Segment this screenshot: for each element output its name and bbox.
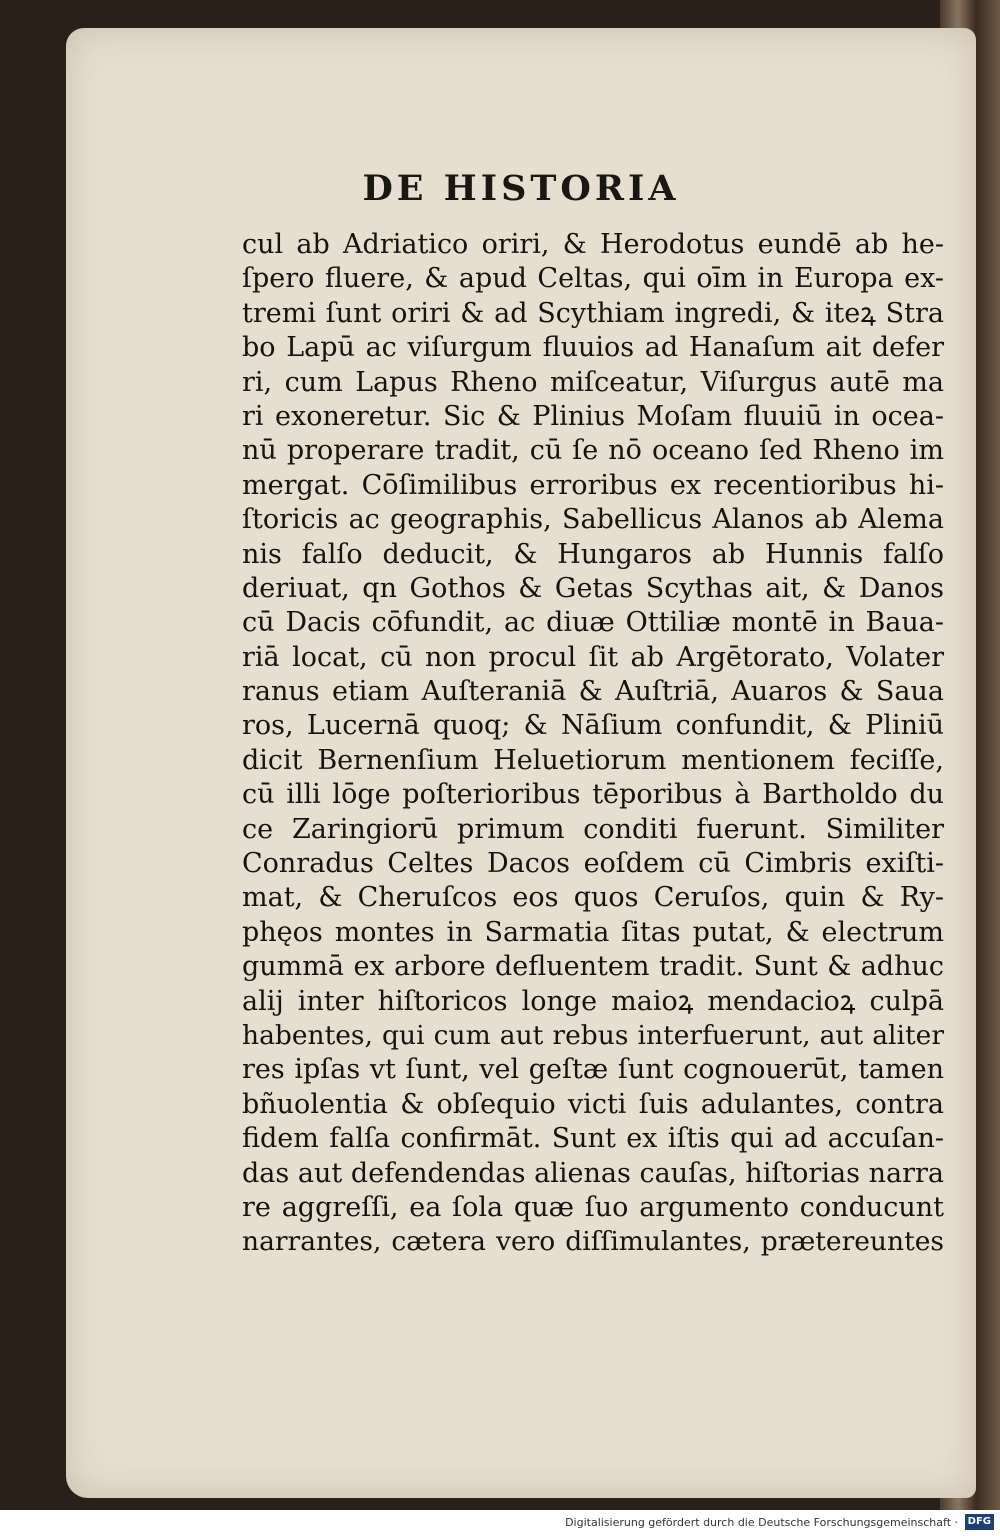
text-line: res ipſas vt ſunt, vel geſtæ ſunt cognouerūt, tamen bbox=[242, 1054, 944, 1086]
text-line: narrantes, cætera vero diſſimulantes, prætereuntes bbox=[242, 1226, 944, 1258]
text-line: tremi ſunt oriri & ad Scythiam ingredi, & iteꝝ Stra bbox=[242, 297, 944, 329]
text-line: dicit Bernenſium Heluetiorum mentionem feciſſe, bbox=[242, 744, 944, 776]
text-line: re aggreſſi, ea ſola quæ ſuo argumento conducunt bbox=[242, 1191, 944, 1223]
text-line: fidem falſa confirmāt. Sunt ex iſtis qui ad accuſan- bbox=[242, 1123, 944, 1155]
text-line: bo Lapū ac viſurgum fluuios ad Hanaſum ait defer bbox=[242, 332, 944, 364]
text-line: cū Dacis cōfundit, ac diuæ Ottiliæ montē in Bauа- bbox=[242, 607, 944, 639]
text-line: ri, cum Lapus Rheno miſceatur, Viſurgus autē ma bbox=[242, 366, 944, 398]
text-line: nis falſo deducit, & Hungaros ab Hunnis falſo bbox=[242, 538, 944, 570]
running-header: DE HISTORIA bbox=[362, 168, 680, 209]
footer-bar bbox=[0, 1510, 1000, 1536]
text-line: ſtoricis ac geographis, Sabellicus Alanos ab Alema bbox=[242, 504, 944, 536]
text-line: habentes, qui cum aut rebus interfuerunt, aut aliter bbox=[242, 1019, 944, 1051]
text-line: phęos montes in Sarmatia ſitas putat, & electrum bbox=[242, 916, 944, 948]
text-line: ranus etiam Auſteraniā & Auſtriā, Auaros & Saua bbox=[242, 676, 944, 708]
text-line: deriuat, qn Gothos & Getas Scythas ait, & Danos bbox=[242, 572, 944, 604]
text-line: ſpero fluere, & apud Celtas, qui oīm in Europa ex- bbox=[242, 263, 944, 295]
text-line: bñuolentia & obſequio victi ſuis adulantes, contra bbox=[242, 1088, 944, 1120]
text-line: mergat. Cōſimilibus erroribus ex recentioribus hi- bbox=[242, 469, 944, 501]
dfg-logo-icon: DFG bbox=[965, 1514, 994, 1530]
text-line: alij inter hiſtoricos longe maioꝝ mendacioꝝ culpā bbox=[242, 985, 944, 1017]
footer-credit: Digitalisierung gefördert durch die Deutsche Forschungsgemeinschaft · bbox=[565, 1516, 958, 1529]
text-line: das aut defendendas alienas cauſas, hiſtorias narra bbox=[242, 1157, 944, 1189]
text-line: ros, Lucernā quoq; & Nāſium confundit, & Pliniū bbox=[242, 710, 944, 742]
book-page bbox=[66, 28, 976, 1498]
text-line: cū illi lōge poſterioribus tēporibus à Bartholdo du bbox=[242, 779, 944, 811]
text-line: mat, & Cheruſcos eos quos Ceruſos, quin & Ry- bbox=[242, 882, 944, 914]
text-block bbox=[242, 228, 944, 1260]
text-line: nū properare tradit, cū ſe nō oceano ſed Rheno im bbox=[242, 435, 944, 467]
text-line: cul ab Adriatico oriri, & Herodotus eundē ab he- bbox=[242, 229, 944, 260]
text-line: gummā ex arbore defluentem tradit. Sunt & adhuc bbox=[242, 951, 944, 983]
text-line: ce Zaringiorū primum conditi fuerunt. Similiter bbox=[242, 813, 944, 845]
text-line: ri exoneretur. Sic & Plinius Moſam fluuiū in ocea- bbox=[242, 400, 944, 432]
text-line: riā locat, cū non procul ſit ab Argētorato, Volater bbox=[242, 641, 944, 673]
text-line: Conradus Celtes Dacos eoſdem cū Cimbris exiſti- bbox=[242, 848, 944, 880]
